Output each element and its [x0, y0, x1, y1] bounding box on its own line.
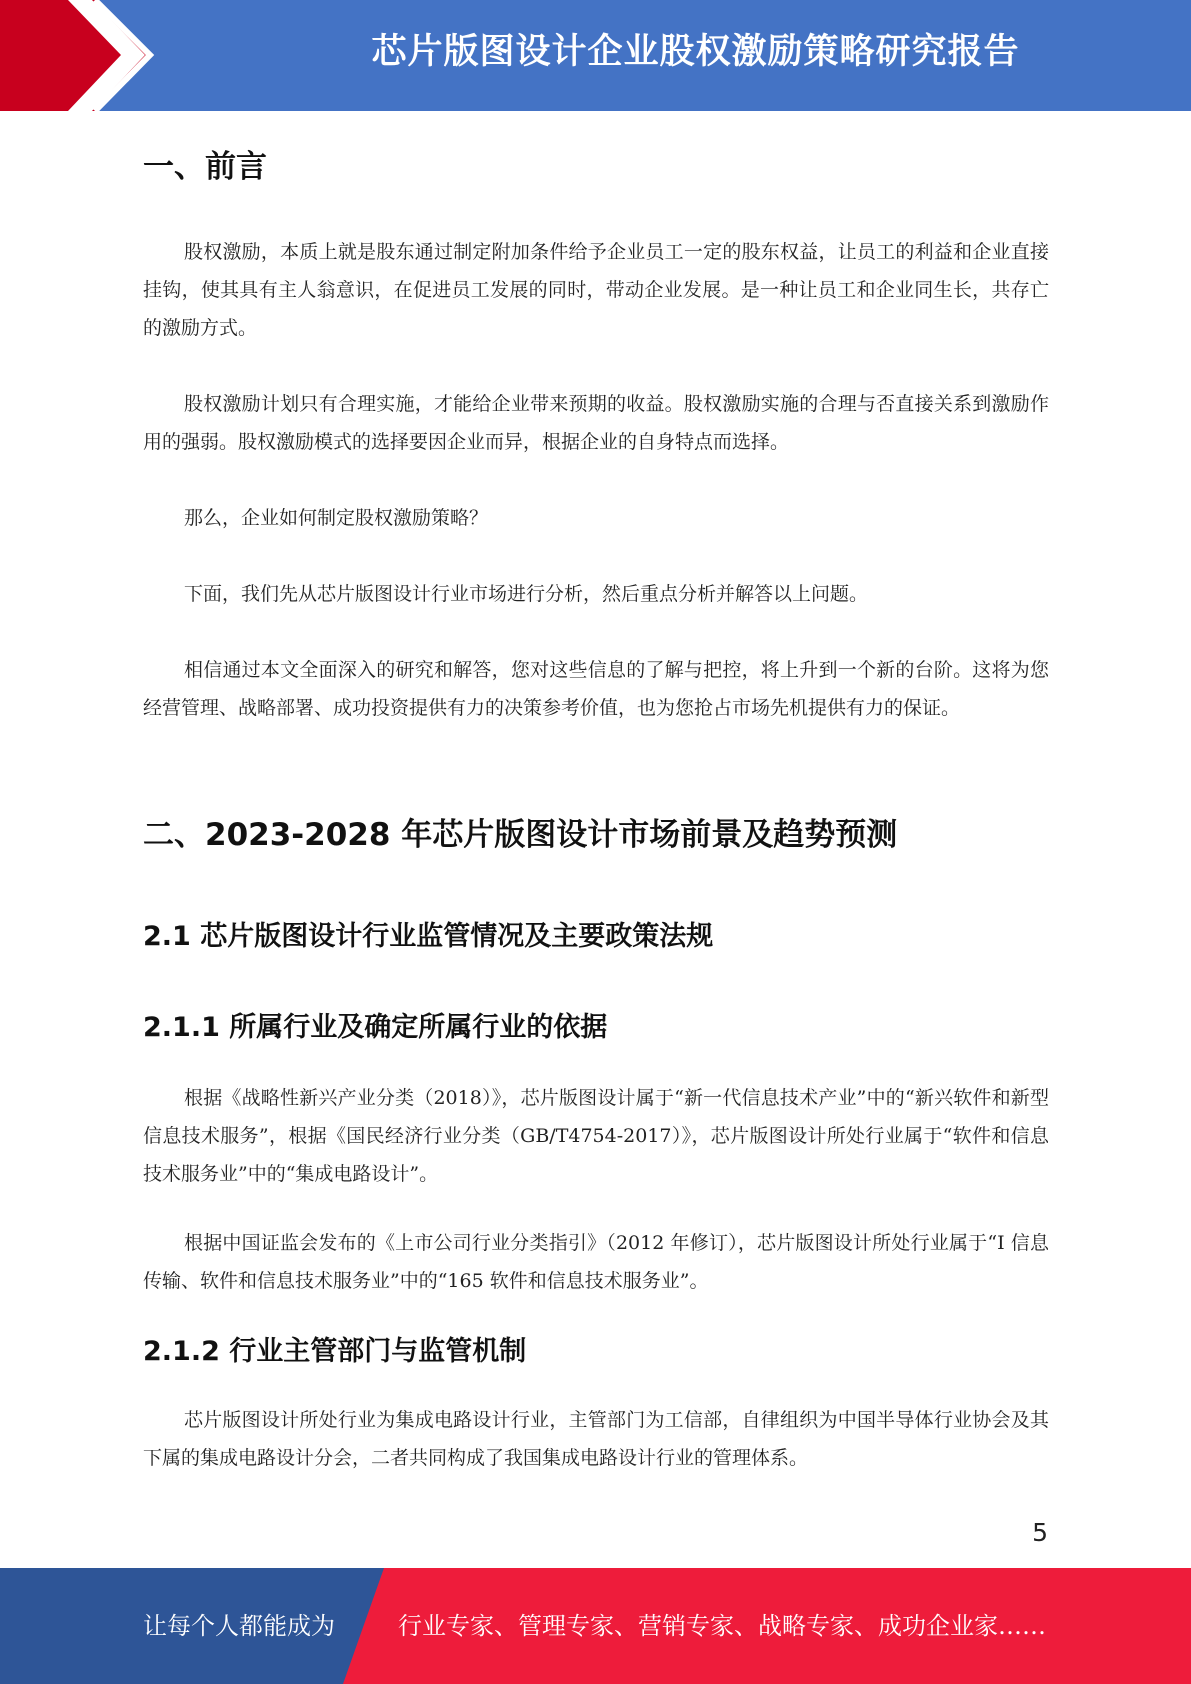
paragraph: 下面，我们先从芯片版图设计行业市场进行分析，然后重点分析并解答以上问题。: [184, 583, 869, 605]
paragraph: 根据《战略性新兴产业分类（2018）》，芯片版图设计属于“新一代信息技术产业”中的“新兴软件和新型信息技术服务”，根据《国民经济行业分类（GB/T4754-2017）》，芯片版图设计所处行业属于“软件和信息技术服务业”中的“集成电路设计”。: [143, 1087, 1049, 1185]
paragraph: 相信通过本文全面深入的研究和解答，您对这些信息的了解与把控，将上升到一个新的台阶。这将为您经营管理、战略部署、成功投资提供有力的决策参考价值，也为您抢占市场先机提供有力的保证。: [143, 659, 1049, 719]
section-heading-preface: 一、前言: [143, 149, 267, 185]
page-number: 5: [1032, 1518, 1048, 1547]
paragraph: 那么，企业如何制定股权激励策略？: [184, 507, 489, 529]
subsection-heading-2-1-1: 2.1.1 所属行业及确定所属行业的依据: [143, 1012, 608, 1043]
paragraph: 芯片版图设计所处行业为集成电路设计行业，主管部门为工信部，自律组织为中国半导体行业协会及其下属的集成电路设计分会，二者共同构成了我国集成电路设计行业的管理体系。: [143, 1409, 1049, 1469]
paragraph: 股权激励，本质上就是股东通过制定附加条件给予企业员工一定的股东权益，让员工的利益和企业直接挂钩，使其具有主人翁意识，在促进员工发展的同时，带动企业发展。是一种让员工和企业同生长，共存亡的激励方式。: [143, 241, 1049, 339]
subsection-heading-2-1: 2.1 芯片版图设计行业监管情况及主要政策法规: [143, 921, 714, 952]
paragraph: 股权激励计划只有合理实施，才能给企业带来预期的收益。股权激励实施的合理与否直接关系到激励作用的强弱。股权激励模式的选择要因企业而异，根据企业的自身特点而选择。: [143, 393, 1049, 453]
header-banner: [0, 0, 1191, 111]
report-title: 芯片版图设计企业股权激励策略研究报告: [371, 32, 1020, 72]
footer-banner: [0, 1568, 1191, 1684]
footer-slogan-right: 行业专家、管理专家、营销专家、战略专家、成功企业家……: [398, 1612, 1046, 1640]
paragraph: 根据中国证监会发布的《上市公司行业分类指引》（2012 年修订），芯片版图设计所处行业属于“I 信息传输、软件和信息技术服务业”中的“165 软件和信息技术服务业”。: [143, 1232, 1049, 1292]
subsection-heading-2-1-2: 2.1.2 行业主管部门与监管机制: [143, 1336, 527, 1367]
footer-slogan-left: 让每个人都能成为: [143, 1612, 335, 1640]
section-heading-forecast: 二、2023-2028 年芯片版图设计市场前景及趋势预测: [143, 817, 898, 853]
